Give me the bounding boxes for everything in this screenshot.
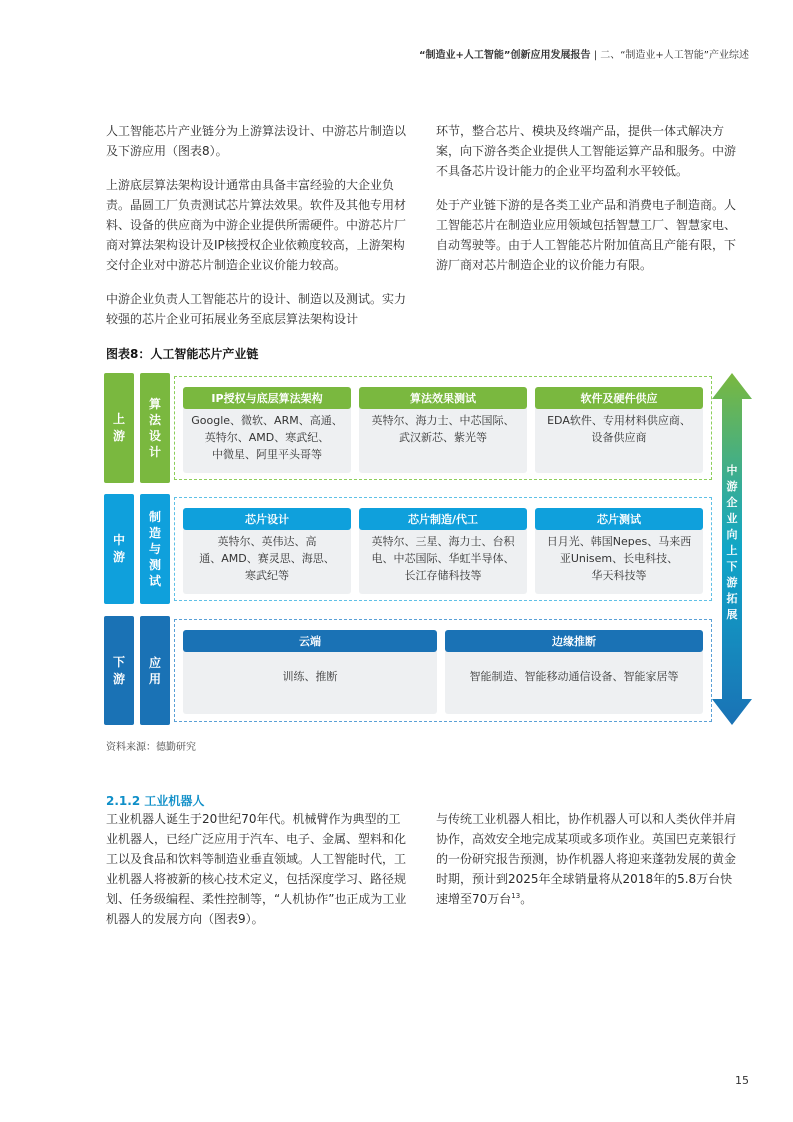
card-line: 英特尔、三星、海力士、台积 [371,535,515,548]
card-line: 英特尔、英伟达、高 [217,535,317,548]
footnote-marker[interactable]: 13 [511,892,521,900]
card-software-hardware [535,387,703,473]
card-header: 芯片设计 [183,508,351,530]
arrow-label: 中游企业向上下游拓展 [726,464,738,621]
card-header: 边缘推断 [445,630,703,652]
downstream-row [174,619,712,722]
page-header [419,46,749,61]
card-body [183,409,351,463]
intro-left-column [106,121,412,343]
figure-title: 图表8：人工智能芯片产业链 [106,347,259,361]
card-line: 华天科技等 [591,569,647,582]
intro-paragraph: 人工智能芯片产业链分为上游算法设计、中游芯片制造以及下游应用（图表8）。 [106,124,407,158]
intro-right-column [436,121,742,289]
substage-algorithm-design [140,373,170,483]
card-chip-design [183,508,351,594]
section-right-column [436,809,742,923]
report-title: “制造业+人工智能”创新应用发展报告 [418,50,591,61]
industry-chain-diagram [104,373,752,725]
card-body [535,530,703,584]
upstream-row [174,376,712,480]
stage-label: 上游 [112,412,125,443]
header-separator: | [590,50,601,61]
card-chip-testing [535,508,703,594]
card-cloud [183,630,437,714]
card-line: 中微星、阿里平头哥等 [212,448,322,461]
card-line: 亚Unisem、长电科技、 [559,552,679,565]
intro-paragraph: 上游底层算法架构设计通常由具备丰富经验的大企业负责。晶圆工厂负责测试芯片算法效果。软件及其他专用材料、设备的供应商为中游企业提供所需硬件。中游芯片厂商对算法架构设计及IP核授权企业依赖度较高，上游架构交付企业对中游芯片制造企业议价能力较高。 [106,178,407,272]
substage-label: 应用 [148,655,161,686]
substage-label: 制造与测试 [148,510,161,588]
card-algorithm-testing [359,387,527,473]
midstream-row [174,497,712,601]
section-heading: 2.1.2 工业机器人 [106,794,205,808]
stage-label: 下游 [112,654,125,686]
section-left-column [106,809,412,943]
intro-paragraph: 处于产业链下游的是各类工业产品和消费电子制造商。人工智能芯片在制造业应用领域包括智慧工厂、智慧家电、自动驾驶等。由于人工智能芯片附加值高且产能有限，下游厂商对芯片制造企业的议价能力有限。 [436,198,737,272]
card-line: 设备供应商 [591,431,647,444]
card-body [535,409,703,446]
card-line: 智能制造、智能移动通信设备、智能家居等 [469,670,679,683]
card-line: 寒武纪等 [245,569,289,582]
card-header: 软件及硬件供应 [535,387,703,409]
card-body [183,652,437,685]
card-header: 芯片测试 [535,508,703,530]
card-line: 电、中芯国际、华虹半导体、 [371,552,515,565]
card-body [359,530,527,584]
page-number: 15 [735,1074,749,1087]
substage-application [140,616,170,725]
paragraph-end: 。 [520,892,533,906]
substage-manufacturing-testing [140,494,170,604]
card-line: 武汉新芯、紫光等 [399,431,487,444]
stage-downstream [104,616,134,725]
card-body [359,409,527,446]
card-line: 长江存储科技等 [404,569,482,582]
intro-paragraph: 中游企业负责人工智能芯片的设计、制造以及测试。实力较强的芯片企业可拓展业务至底层算法架构设计 [106,292,407,326]
card-line: 英特尔、海力士、中芯国际、 [371,414,515,427]
substage-label: 算法设计 [148,397,161,459]
intro-paragraph: 环节，整合芯片、模块及终端产品，提供一体式解决方案，向下游各类企业提供人工智能运算产品和服务。中游不具备芯片设计能力的企业平均盈利水平较低。 [436,124,737,178]
card-header: 云端 [183,630,437,652]
stage-midstream [104,494,134,604]
card-chip-manufacturing [359,508,527,594]
section-paragraph [436,809,742,909]
card-line: EDA软件、专用材料供应商、 [547,414,691,427]
card-body [183,530,351,584]
card-body [445,652,703,685]
card-ip-licensing [183,387,351,473]
card-header: IP授权与底层算法架构 [183,387,351,409]
card-line: 日月光、韩国Nepes、马来西 [546,535,692,548]
card-line: 训练、推断 [282,670,338,683]
stage-label: 中游 [112,533,125,564]
card-line: 英特尔、AMD、寒武纪、 [204,431,330,444]
header-section: 二、“制造业+人工智能”产业综述 [600,50,749,61]
card-edge-inference [445,630,703,714]
card-line: Google、微软、ARM、高通、 [191,414,343,427]
card-line: 通、AMD、赛灵思、海思、 [199,552,335,565]
card-header: 芯片制造/代工 [359,508,527,530]
paragraph-text: 与传统工业机器人相比，协作机器人可以和人类伙伴并肩协作，高效安全地完成某项或多项作业。英国巴克莱银行的一份研究报告预测，协作机器人将迎来蓬勃发展的黄金时期，预计到2025年全球销量将从2018年的5.8万台快速增至70万台 [436,812,737,906]
section-paragraph: 工业机器人诞生于20世纪70年代。机械臂作为典型的工业机器人，已经广泛应用于汽车、电子、金属、塑料和化工以及食品和饮料等制造业垂直领域。人工智能时代，工业机器人将被新的核心技术定义，包括深度学习、路径规划、任务级编程、柔性控制等，“人机协作”也正成为工业机器人的发展方向（图表9）。 [106,812,407,926]
stage-upstream [104,373,134,483]
figure-source: 资料来源：德勤研究 [106,742,196,753]
card-header: 算法效果测试 [359,387,527,409]
